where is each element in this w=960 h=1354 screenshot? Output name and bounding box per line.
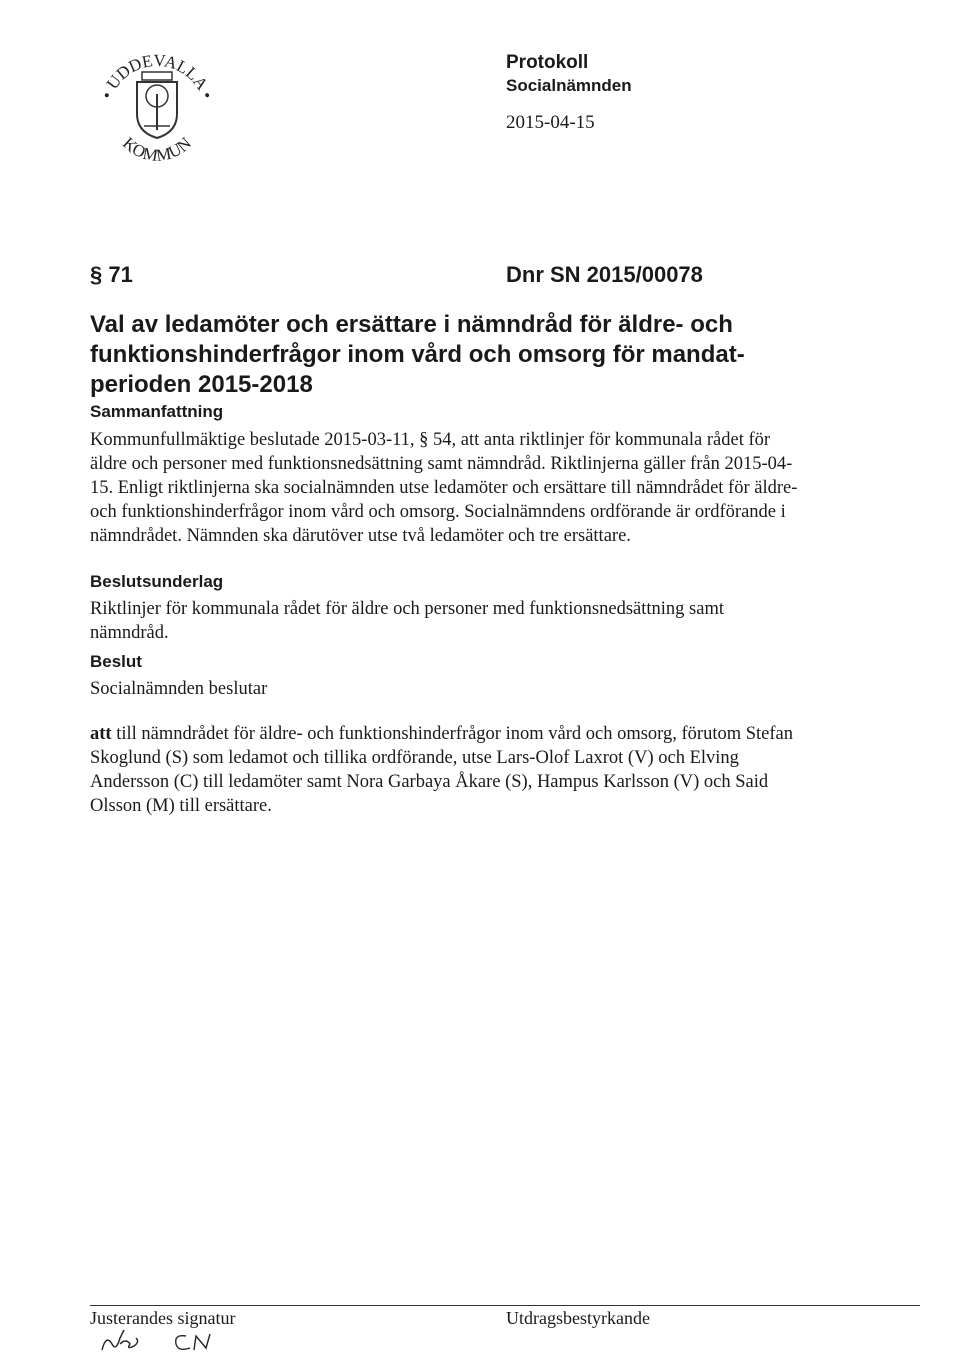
footer-divider (90, 1305, 920, 1306)
municipality-seal-logo (92, 44, 222, 174)
document-type: Protokoll (506, 52, 589, 73)
signature-label: Justerandes signatur (90, 1308, 236, 1328)
basis-text: Riktlinjer för kommunala rådet för äldre och personer med funktionsnedsättning samt nämndråd. (90, 599, 724, 643)
committee-name: Socialnämnden (506, 76, 632, 95)
case-number: Dnr SN 2015/00078 (506, 262, 703, 287)
decision-text (90, 722, 800, 818)
svg-text:• UDDEVALLA •: • UDDEVALLA • (96, 50, 218, 102)
certification-label: Utdragsbestyrkande (506, 1308, 650, 1328)
handwritten-signature (96, 1328, 236, 1354)
svg-text:KOMMUN: KOMMUN (119, 133, 195, 166)
meeting-date: 2015-04-15 (506, 112, 595, 133)
basis-heading: Beslutsunderlag (90, 572, 224, 591)
decision-body: till nämndrådet för äldre- och funktionshinderfrågor inom vård och omsorg, förutom Stefan Skoglund (S) som ledamot och tillika ordförande, utse Lars-Olof Laxrot (V) och Elving Andersson (C) till ledamöter samt Nora Garbaya Åkare (S), Hampus Karlsson (V) och Said Olsson (M) till ersättare. (90, 724, 793, 816)
decision-intro: Socialnämnden beslutar (90, 679, 268, 699)
summary-text: Kommunfullmäktige beslutade 2015-03-11, § 54, att anta riktlinjer för kommunala rådet för äldre och personer med funktionsnedsättning samt nämndråd. Riktlinjerna gäller från 2015-04-15. Enligt riktlinjerna ska socialnämnden utse ledamöter och ersättare till nämndrådet för äldre- och funktionshinderfrågor inom vård och omsorg. Socialnämndens ordförande är ordförande i nämndrådet. Nämnden ska därutöver utse två ledamöter och tre ersättare. (90, 430, 798, 546)
att-clause-label: att (90, 724, 112, 744)
document-title: Val av ledamöter och ersättare i nämndråd för äldre- och funktionshinderfrågor inom vård och omsorg för mandat-perioden 2015-2018 (90, 311, 745, 398)
summary-heading: Sammanfattning (90, 402, 224, 421)
decision-heading: Beslut (90, 652, 142, 671)
paragraph-number: § 71 (90, 262, 133, 287)
